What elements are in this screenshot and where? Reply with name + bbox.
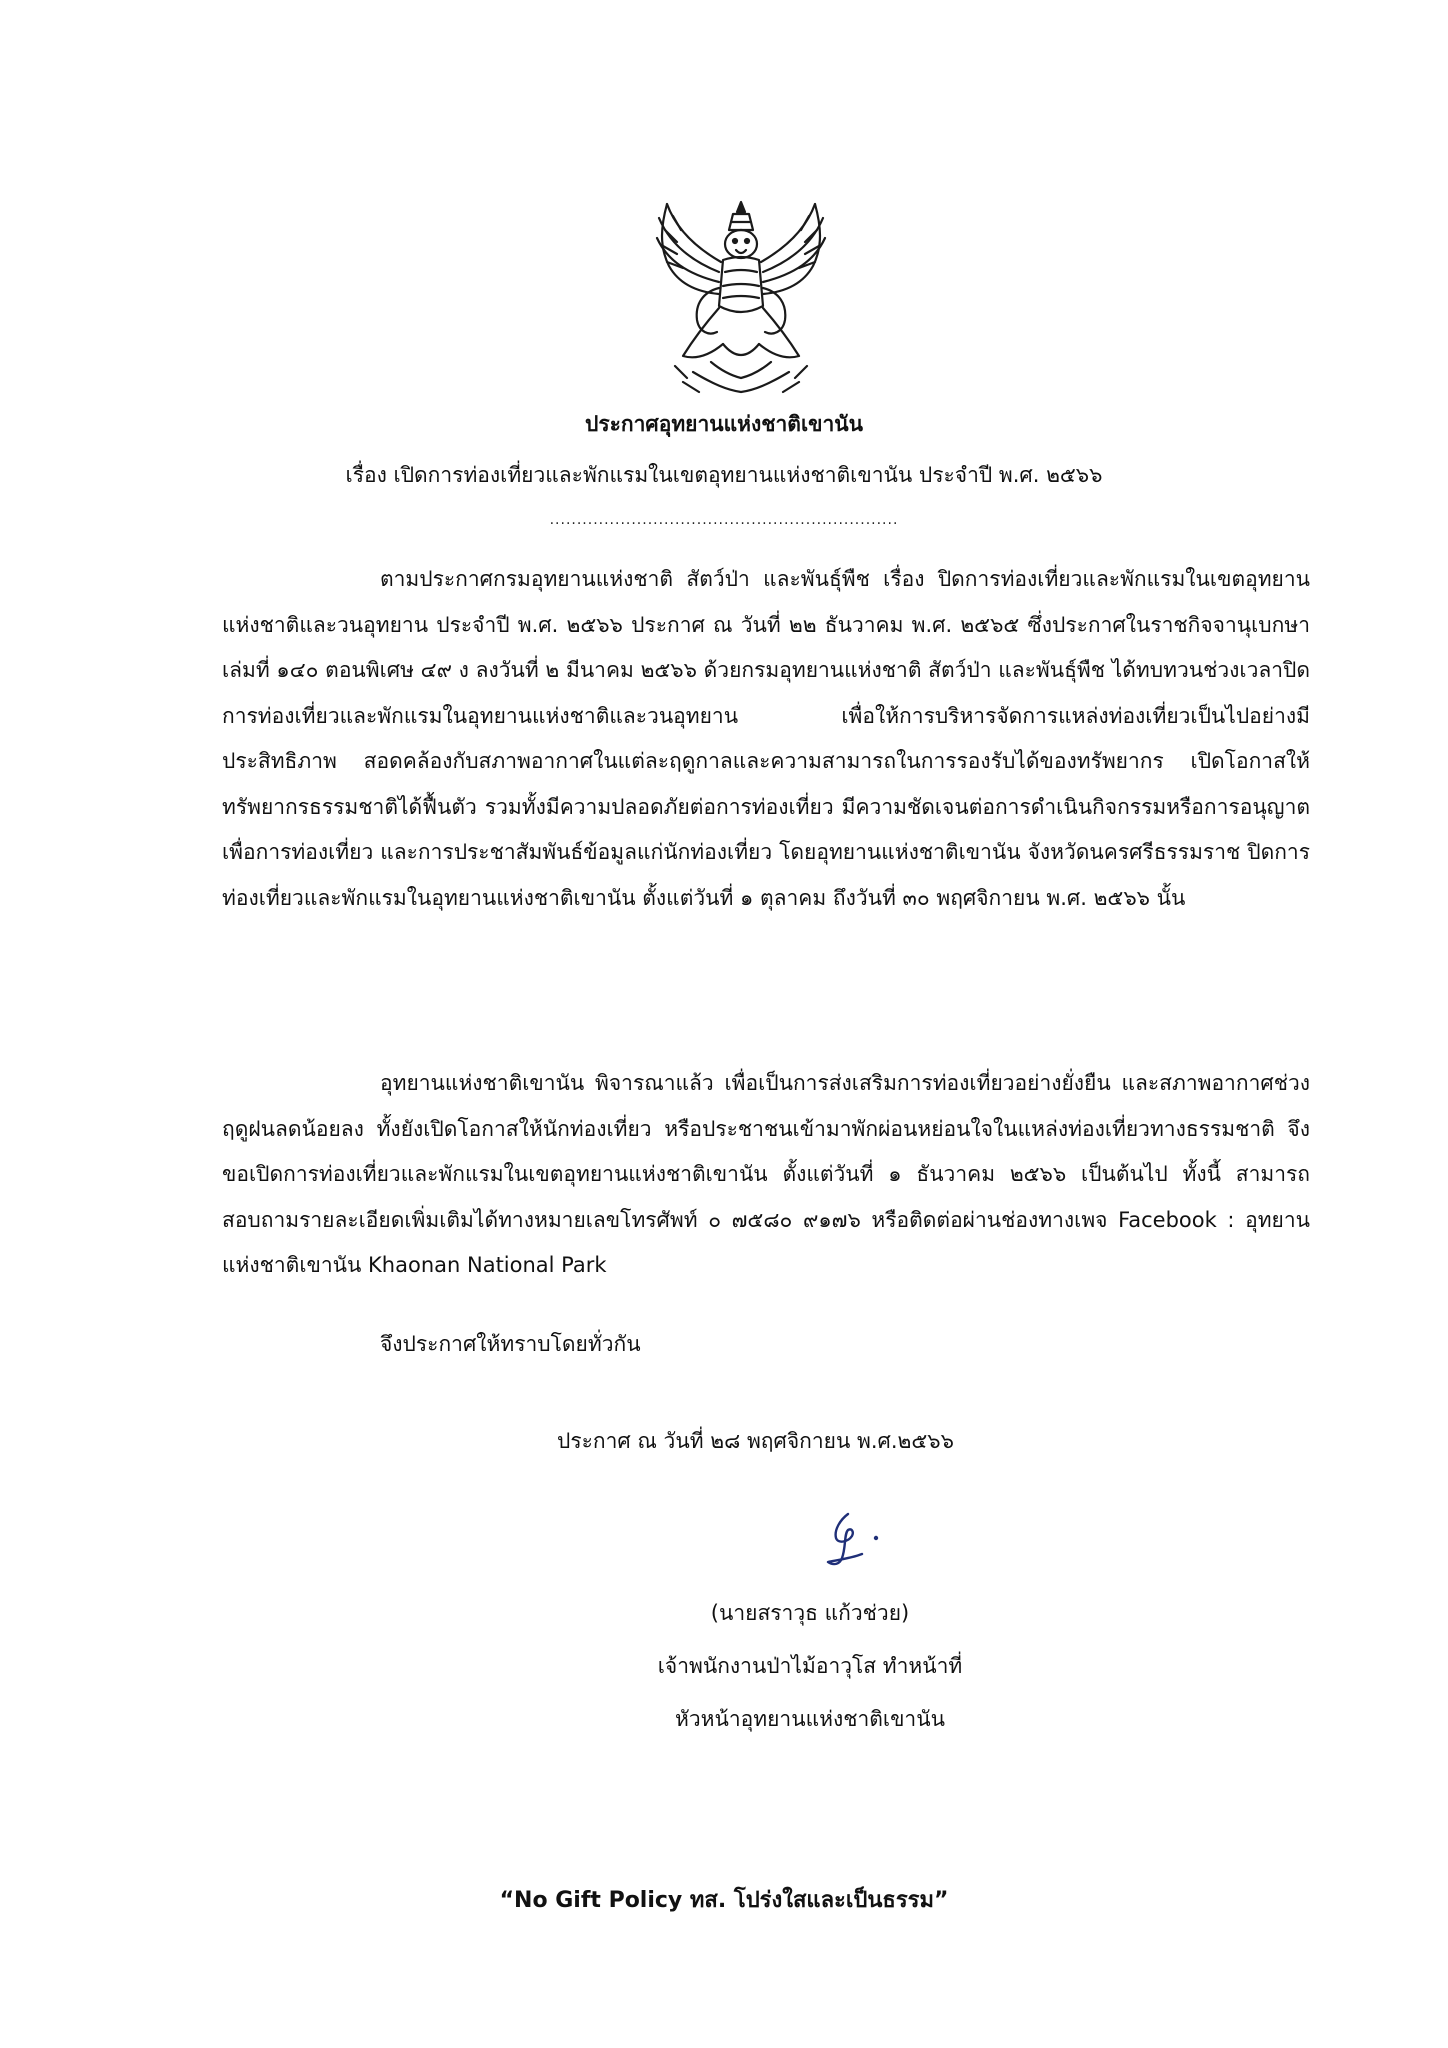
signer-name: (นายสราวุธ แก้วช่วย) xyxy=(710,1601,910,1625)
body-paragraph-2: อุทยานแห่งชาติเขานัน พิจารณาแล้ว เพื่อเป็นการส่งเสริมการท่องเที่ยวอย่างยั่งยืน และสภาพอากาศช่วงฤดูฝนลดน้อยลง ทั้งยังเปิดโอกาสให้นักท่องเที่ยว หรือประชาชนเข้ามาพักผ่อนหย่อนใจในแหล่งท่องเที่ยวทางธรรมชาติ จึงขอเปิดการท่องเที่ยวและพักแรมในเขตอุทยานแห่งชาติเขานัน ตั้งแต่วันที่ ๑ ธันวาคม ๒๕๖๖ เป็นต้นไป ทั้งนี้ สามารถสอบถามรายละเอียดเพิ่มเติมได้ทางหมายเลขโทรศัพท์ ๐ ๗๕๘๐ ๙๑๗๖ หรือติดต่อผ่านช่องทางเพจ Facebook : อุทยานแห่งชาติเขานัน Khaonan National Park xyxy=(222,1071,1310,1277)
garuda-emblem-icon xyxy=(653,196,829,404)
dotted-divider: ................................................................ xyxy=(549,512,899,528)
announcement-date: ประกาศ ณ วันที่ ๒๘ พฤศจิกายน พ.ศ.๒๕๖๖ xyxy=(557,1429,954,1453)
closing-statement: จึงประกาศให้ทราบโดยทั่วกัน xyxy=(380,1332,641,1356)
announcement-subject: เรื่อง เปิดการท่องเที่ยวและพักแรมในเขตอุทยานแห่งชาติเขานัน ประจำปี พ.ศ. ๒๕๖๖ xyxy=(345,463,1103,487)
handwritten-signature xyxy=(818,1508,898,1572)
body-paragraph-1: ตามประกาศกรมอุทยานแห่งชาติ สัตว์ป่า และพันธุ์พืช เรื่อง ปิดการท่องเที่ยวและพักแรมในเขตอุทยานแห่งชาติและวนอุทยาน ประจำปี พ.ศ. ๒๕๖๖ ประกาศ ณ วันที่ ๒๒ ธันวาคม พ.ศ. ๒๕๖๕ ซึ่งประกาศในราชกิจจานุเบกษา เล่มที่ ๑๔๐ ตอนพิเศษ ๔๙ ง ลงวันที่ ๒ มีนาคม ๒๕๖๖ ด้วยกรมอุทยานแห่งชาติ สัตว์ป่า และพันธุ์พืช ได้ทบทวนช่วงเวลาปิดการท่องเที่ยวและพักแรมในอุทยานแห่งชาติและวนอุทยาน เพื่อให้การบริหารจัดการแหล่งท่องเที่ยวเป็นไปอย่างมีประสิทธิภาพ สอดคล้องกับสภาพอากาศในแต่ละฤดูกาลและความสามารถในการรองรับได้ของทรัพยากร เปิดโอกาสให้ทรัพยากรธรรมชาติได้ฟื้นตัว รวมทั้งมีความปลอดภัยต่อการท่องเที่ยว มีความชัดเจนต่อการดำเนินกิจกรรมหรือการอนุญาตเพื่อการท่องเที่ยว และการประชาสัมพันธ์ข้อมูลแก่นักท่องเที่ยว โดยอุทยานแห่งชาติเขานัน จังหวัดนครศรีธรรมราช ปิดการท่องเที่ยวและพักแรมในอุทยานแห่งชาติเขานัน ตั้งแต่วันที่ ๑ ตุลาคม ถึงวันที่ ๓๐ พฤศจิกายน พ.ศ. ๒๕๖๖ นั้น xyxy=(222,567,1310,910)
footer-slogan: “No Gift Policy ทส. โปร่งใสและเป็นธรรม” xyxy=(499,1888,949,1913)
signer-position-line-1: เจ้าพนักงานป่าไม้อาวุโส ทำหน้าที่ xyxy=(657,1654,963,1678)
announcement-title: ประกาศอุทยานแห่งชาติเขานัน xyxy=(585,412,863,436)
signer-position-line-2: หัวหน้าอุทยานแห่งชาติเขานัน xyxy=(675,1707,945,1731)
